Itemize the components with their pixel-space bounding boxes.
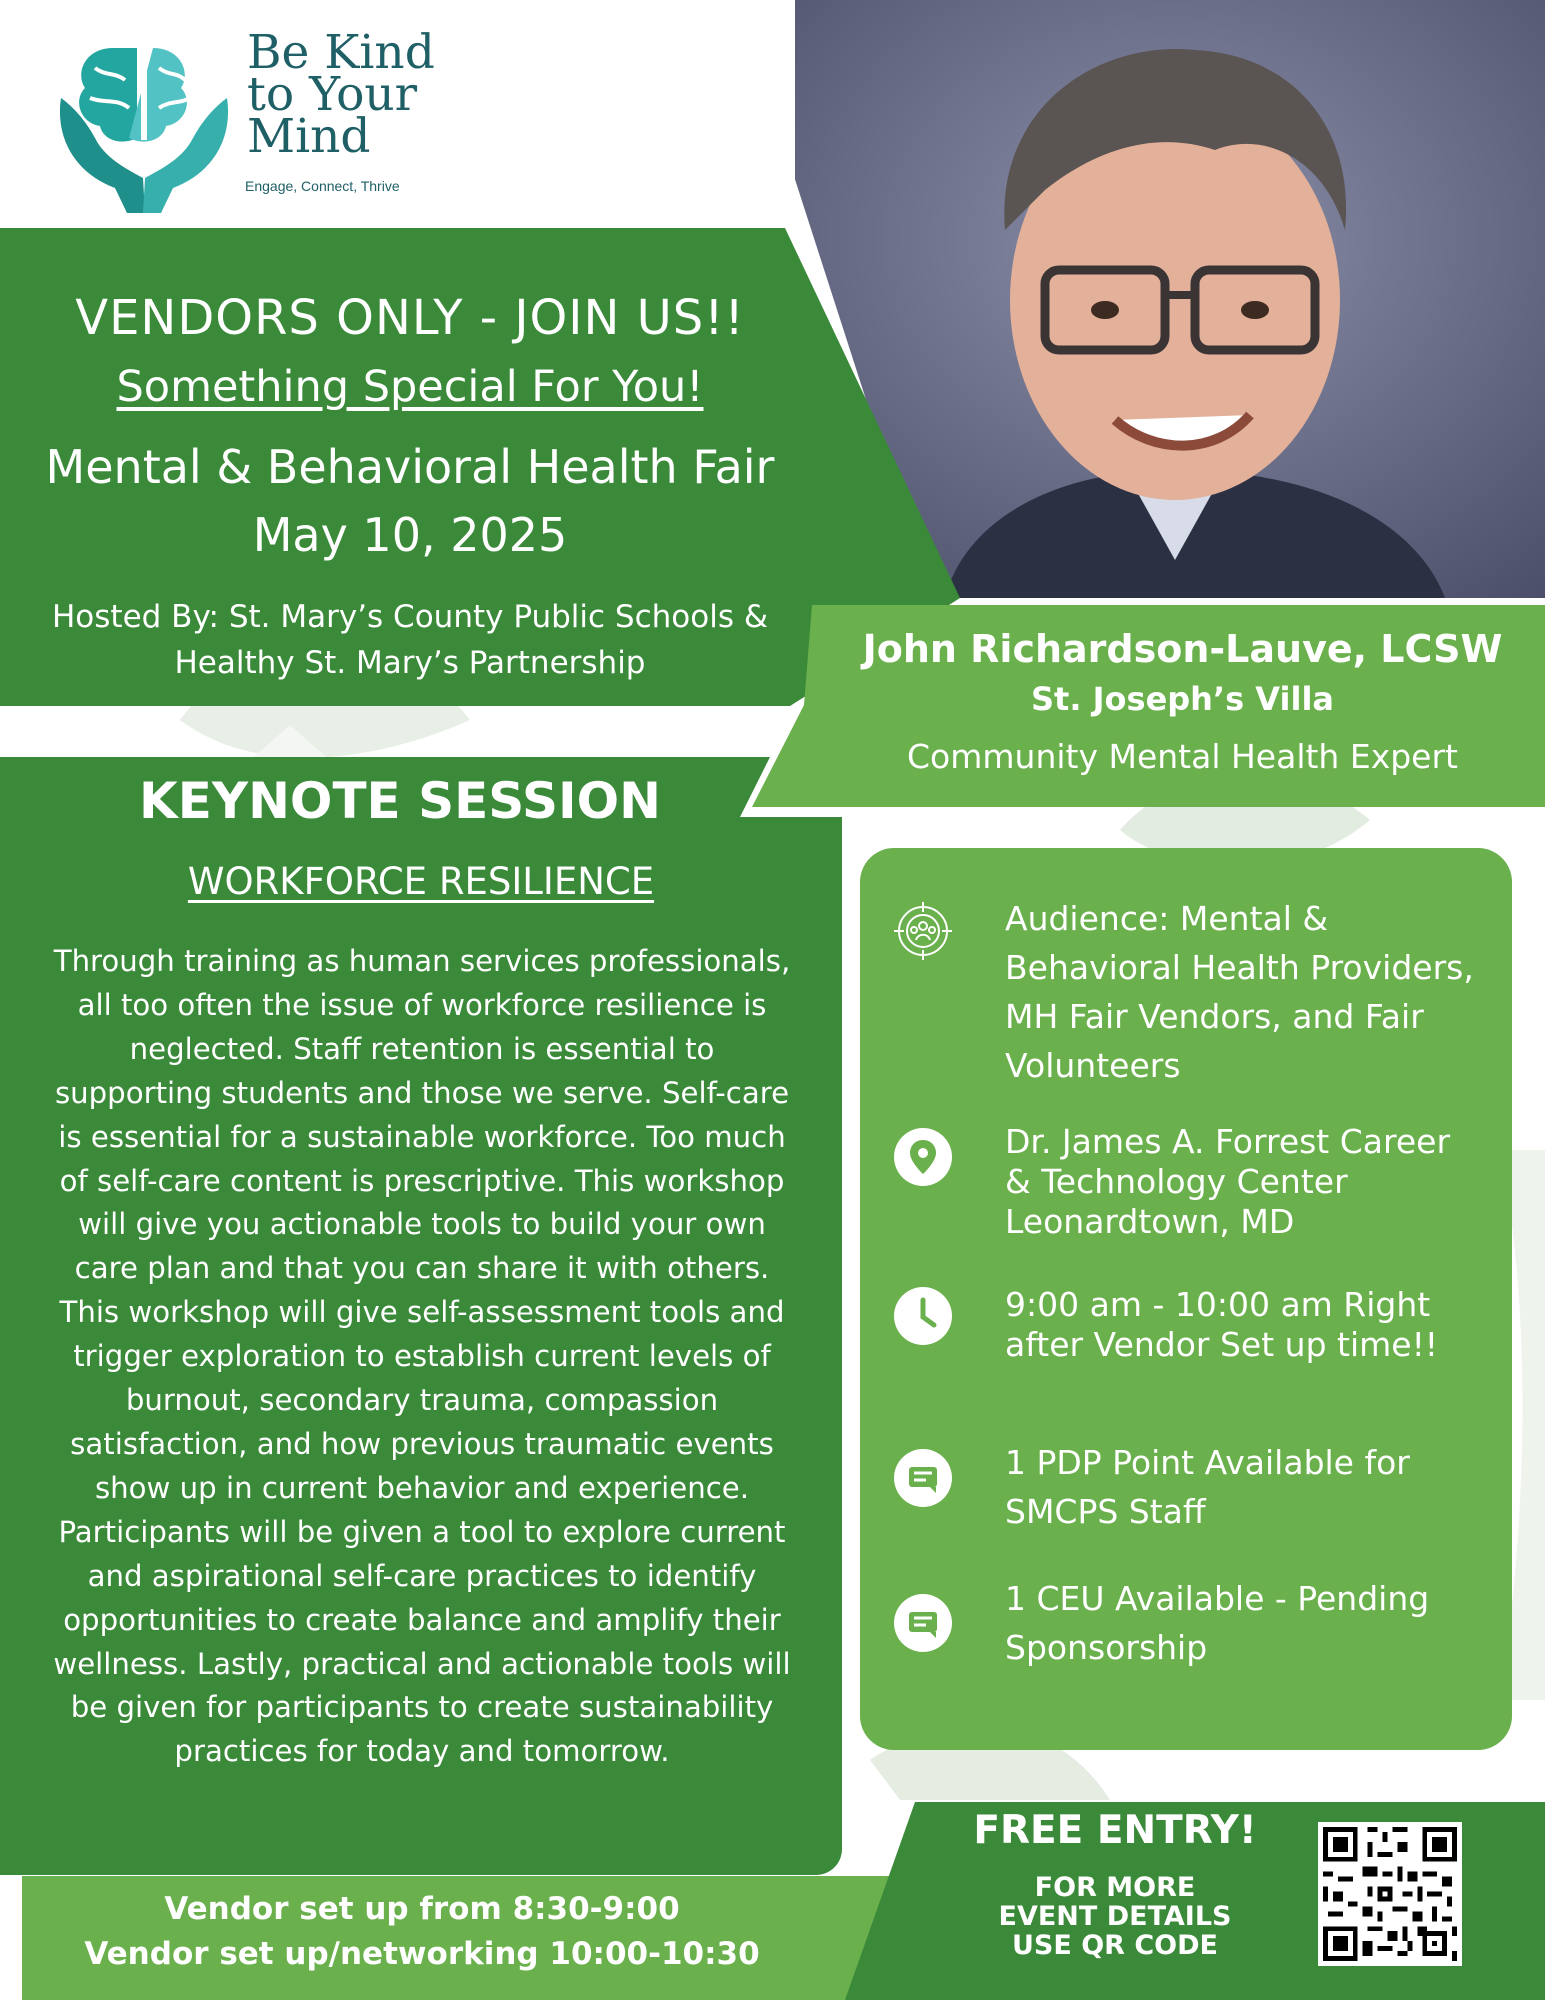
logo-line-3: Mind (247, 109, 371, 164)
audience-target-icon (892, 900, 954, 962)
message-icon (892, 1592, 954, 1654)
keynote-line: burnout, secondary trauma, compassion (125, 1383, 719, 1418)
keynote-line: of self-care content is prescriptive. This workshop (59, 1163, 785, 1198)
more-details-text (960, 1873, 1270, 1960)
keynote-line: be given for participants to create sustainability (70, 1690, 774, 1725)
keynote-description (22, 940, 822, 1774)
keynote-subtitle: WORKFORCE RESILIENCE (187, 860, 655, 903)
vendor-setup-line-1: Vendor set up from 8:30-9:00 (164, 1891, 680, 1927)
ceu-line: 1 CEU Available - Pending (1005, 1579, 1430, 1618)
ceu-text (1005, 1574, 1510, 1672)
hosted-by (10, 594, 810, 686)
logo (55, 25, 475, 218)
more-details-line: USE QR CODE (1012, 1930, 1218, 1961)
hosted-by-line-2: Healthy St. Mary’s Partnership (174, 645, 646, 681)
audience-line: MH Fair Vendors, and Fair (1005, 997, 1424, 1036)
audience-line: Audience: Mental & (1005, 899, 1329, 938)
speaker-organization: St. Joseph’s Villa (1030, 680, 1334, 718)
message-icon (892, 1447, 954, 1509)
pdp-line: 1 PDP Point Available for (1005, 1443, 1410, 1482)
keynote-line: Participants will be given a tool to explore current (58, 1514, 786, 1549)
keynote-line: is essential for a sustainable workforce. Too much (58, 1119, 786, 1154)
keynote-line: and aspirational self-care practices to identify (87, 1558, 757, 1593)
clock-icon (892, 1285, 954, 1347)
keynote-line: wellness. Lastly, practical and actionable tools will (53, 1646, 791, 1681)
location-line: & Technology Center (1005, 1162, 1348, 1201)
brain-hands-icon (55, 28, 235, 218)
time-text (1005, 1285, 1510, 1365)
logo-title (247, 25, 435, 164)
special-subheading: Something Special For You! (116, 362, 704, 412)
keynote-line: will give you actionable tools to build your own (78, 1207, 766, 1242)
location-pin-icon (892, 1126, 954, 1188)
audience-line: Behavioral Health Providers, (1005, 948, 1474, 987)
keynote-line: neglected. Staff retention is essential to (129, 1031, 715, 1066)
qr-code[interactable] (1318, 1822, 1462, 1966)
audience-line: Volunteers (1005, 1046, 1181, 1085)
logo-line-2: to Your (247, 67, 418, 122)
location-line: Leonardtown, MD (1005, 1202, 1295, 1241)
keynote-line: care plan and that you can share it with others. (74, 1251, 770, 1286)
logo-tagline: Engage, Connect, Thrive (245, 178, 400, 194)
time-line: after Vendor Set up time!! (1005, 1325, 1439, 1364)
keynote-line: supporting students and those we serve. Self-care (54, 1075, 790, 1110)
pdp-text (1005, 1438, 1510, 1536)
keynote-line: show up in current behavior and experience. (94, 1470, 750, 1505)
location-line: Dr. James A. Forrest Career (1005, 1122, 1451, 1161)
keynote-line: trigger exploration to establish current levels of (73, 1339, 771, 1374)
speaker-name: John Richardson-Lauve, LCSW (862, 627, 1503, 671)
speaker-role: Community Mental Health Expert (907, 737, 1458, 776)
keynote-line: satisfaction, and how previous traumatic events (70, 1426, 774, 1461)
more-details-line: FOR MORE (1034, 1872, 1196, 1903)
keynote-line: opportunities to create balance and amplify their (63, 1602, 781, 1637)
event-title: Mental & Behavioral Health Fair (45, 440, 775, 494)
audience-text (1005, 894, 1510, 1090)
keynote-line: all too often the issue of workforce resilience is (77, 987, 767, 1022)
event-date: May 10, 2025 (252, 508, 568, 562)
vendor-setup-line-2: Vendor set up/networking 10:00-10:30 (84, 1936, 760, 1972)
vendors-only-heading: VENDORS ONLY - JOIN US!! (75, 290, 745, 346)
logo-line-1: Be Kind (247, 25, 435, 80)
ceu-line: Sponsorship (1005, 1628, 1208, 1667)
keynote-line: Through training as human services professionals, (53, 944, 791, 978)
hosted-by-line-1: Hosted By: St. Mary’s County Public Schools & (51, 599, 769, 635)
keynote-title: KEYNOTE SESSION (138, 772, 662, 830)
free-entry-heading: FREE ENTRY! (973, 1808, 1257, 1853)
keynote-line: practices for today and tomorrow. (174, 1734, 670, 1769)
keynote-line: This workshop will give self-assessment tools and (59, 1295, 785, 1330)
location-text (1005, 1122, 1510, 1242)
time-line: 9:00 am - 10:00 am Right (1005, 1285, 1431, 1324)
more-details-line: EVENT DETAILS (998, 1901, 1232, 1932)
pdp-line: SMCPS Staff (1005, 1492, 1206, 1531)
